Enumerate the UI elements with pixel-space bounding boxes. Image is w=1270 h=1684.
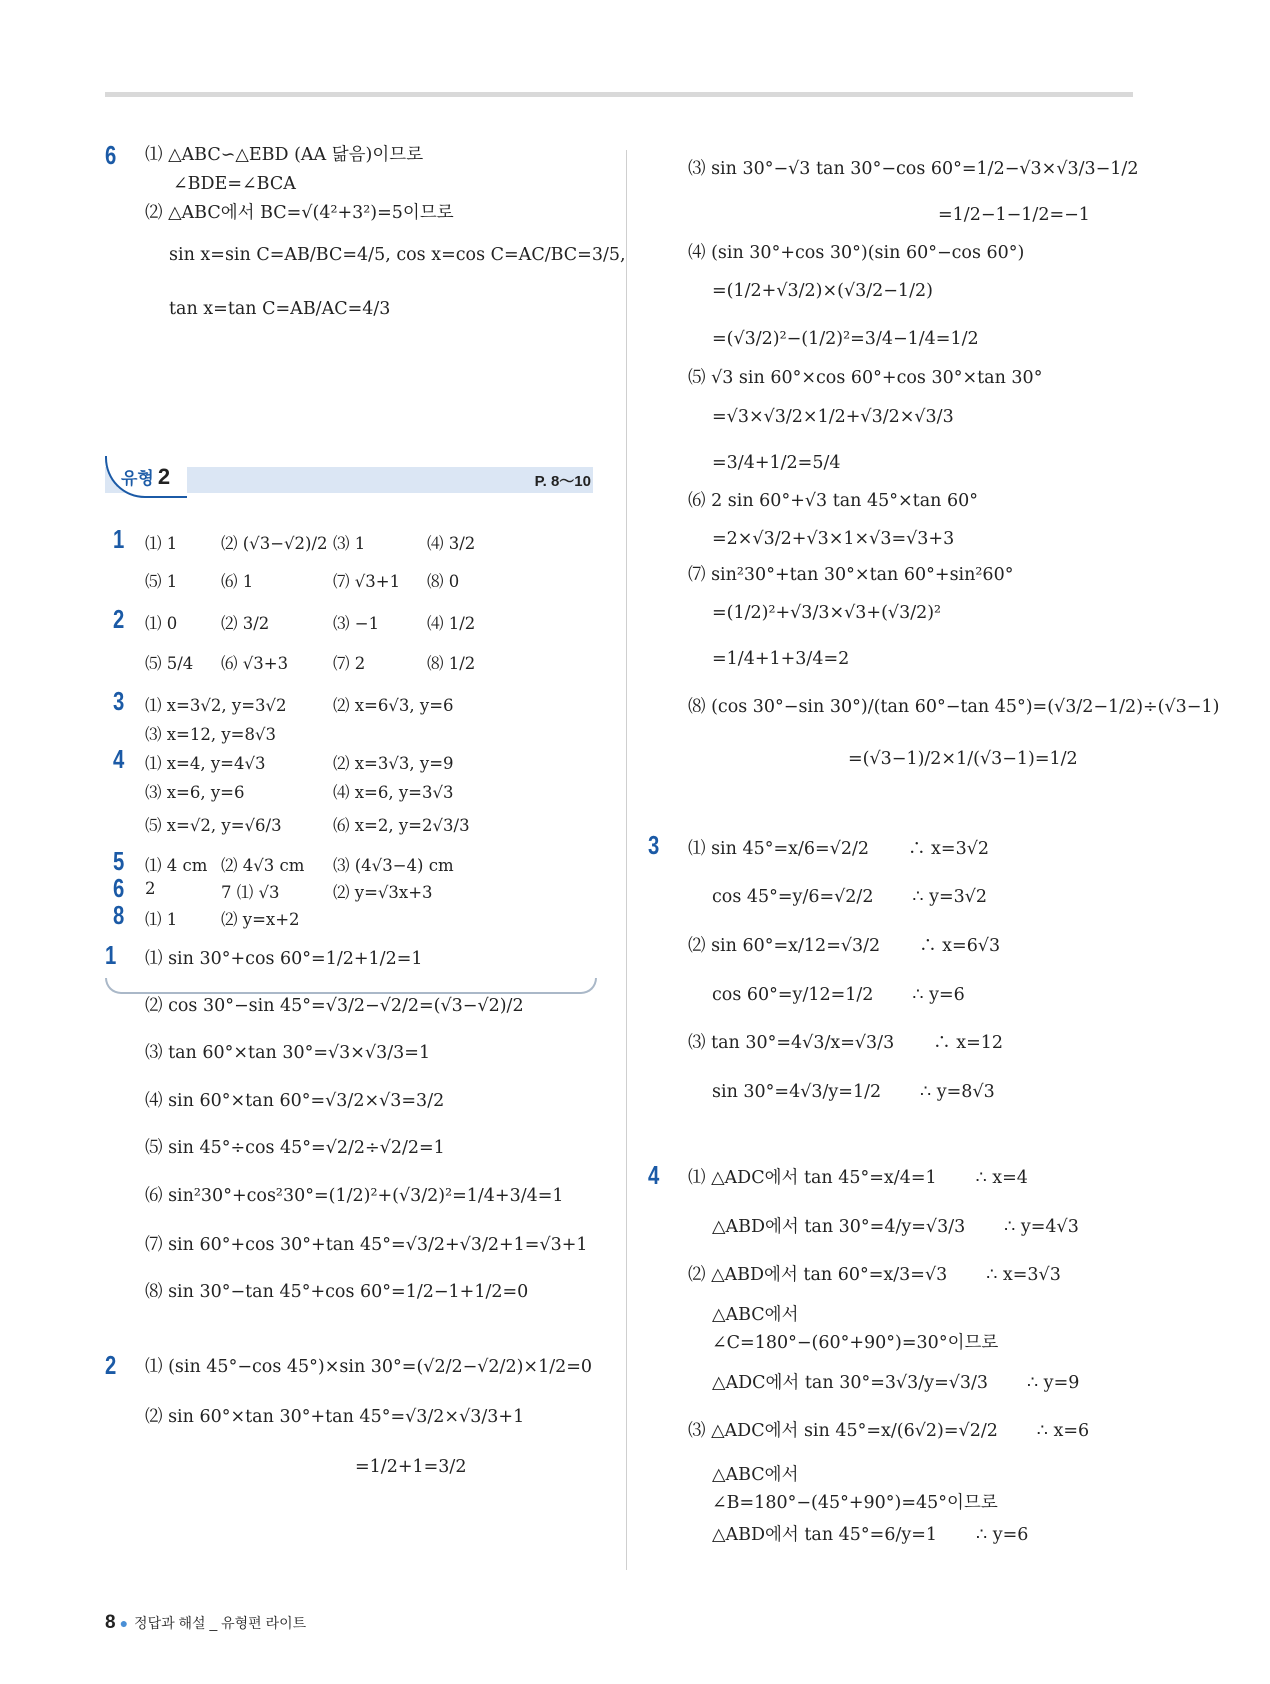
solution-line: △ABC에서 bbox=[712, 1465, 799, 1485]
solution-line: ⑴ (sin 45°−cos 45°)×sin 30°=(√2/2−√2/2)×1/2=0 bbox=[145, 1357, 593, 1377]
solution-line: ⑺ sin²30°+tan 30°×tan 60°+sin²60° bbox=[688, 565, 1014, 585]
solution-line: ⑵ sin 60°×tan 30°+tan 45°=√3/2×√3/3+1 bbox=[145, 1407, 525, 1427]
problem-number: 2 bbox=[105, 1350, 117, 1380]
answer-cell: ⑹ 1 bbox=[221, 572, 254, 591]
answer-cell: ⑸ x=√2, y=√6/3 bbox=[145, 816, 282, 835]
solution-line: △ADC에서 tan 30°=3√3/y=√3/3 ∴ y=9 bbox=[712, 1373, 1080, 1393]
solution-line: ⑻ sin 30°−tan 45°+cos 60°=1/2−1+1/2=0 bbox=[145, 1282, 529, 1302]
solution-line: =(√3−1)/2×1/(√3−1)=1/2 bbox=[848, 749, 1078, 769]
page-reference: P. 8〜10 bbox=[534, 473, 591, 490]
answer-cell: ⑻ 1/2 bbox=[427, 654, 476, 673]
answer-number: 5 bbox=[113, 846, 125, 876]
answer-cell: ⑵ y=x+2 bbox=[221, 910, 300, 929]
answer-cell: ⑵ 4√3 cm bbox=[221, 856, 305, 875]
solution-line: cos 60°=y/12=1/2 ∴ y=6 bbox=[712, 985, 965, 1005]
solution-line: sin x=sin C=AB/BC=4/5, cos x=cos C=AC/BC=3/5, bbox=[169, 245, 626, 265]
page-number: 8 bbox=[105, 1612, 116, 1633]
solution-line: ⑺ sin 60°+cos 30°+tan 45°=√3/2+√3/2+1=√3+1 bbox=[145, 1235, 588, 1255]
answer-box-bottom bbox=[105, 978, 597, 994]
type-label: 유형 2 bbox=[121, 464, 171, 489]
answer-number: 8 bbox=[113, 900, 125, 930]
solution-line: tan x=tan C=AB/AC=4/3 bbox=[169, 299, 391, 319]
solution-line: =3/4+1/2=5/4 bbox=[712, 453, 841, 473]
answer-cell: ⑵ x=6√3, y=6 bbox=[333, 696, 454, 715]
answer-cell: ⑴ x=4, y=4√3 bbox=[145, 754, 266, 773]
solution-line: ∠C=180°−(60°+90°)=30°이므로 bbox=[712, 1333, 999, 1353]
solution-line: =(1/2+√3/2)×(√3/2−1/2) bbox=[712, 281, 933, 301]
answer-cell: ⑷ 3/2 bbox=[427, 534, 476, 553]
solution-line: ⑵ cos 30°−sin 45°=√3/2−√2/2=(√3−√2)/2 bbox=[145, 996, 524, 1016]
answer-cell: ⑵ (√3−√2)/2 bbox=[221, 534, 328, 553]
answer-number: 3 bbox=[113, 686, 125, 716]
answer-cell: ⑶ 1 bbox=[333, 534, 366, 553]
answer-cell: ⑺ √3+1 bbox=[333, 572, 401, 591]
solution-line: ⑴ △ADC에서 tan 45°=x/4=1 ∴ x=4 bbox=[688, 1168, 1028, 1188]
solution-line: ⑵ △ABD에서 tan 60°=x/3=√3 ∴ x=3√3 bbox=[688, 1265, 1061, 1285]
solution-line: =1/2−1−1/2=−1 bbox=[938, 205, 1090, 225]
solution-line: =(1/2)²+√3/3×√3+(√3/2)² bbox=[712, 603, 942, 623]
answer-cell: ⑶ (4√3−4) cm bbox=[333, 856, 454, 875]
answer-number: 1 bbox=[113, 524, 125, 554]
page-footer bbox=[105, 1612, 306, 1634]
solution-line: ⑶ △ADC에서 sin 45°=x/(6√2)=√2/2 ∴ x=6 bbox=[688, 1421, 1090, 1441]
solution-line: sin 30°=4√3/y=1/2 ∴ y=8√3 bbox=[712, 1082, 995, 1102]
solution-line: cos 45°=y/6=√2/2 ∴ y=3√2 bbox=[712, 887, 988, 907]
answer-cell: 2 bbox=[145, 879, 156, 898]
answer-cell: ⑵ 3/2 bbox=[221, 614, 270, 633]
solution-line: △ABD에서 tan 30°=4/y=√3/3 ∴ y=4√3 bbox=[712, 1217, 1079, 1237]
answer-number: 4 bbox=[113, 744, 125, 774]
solution-line: ⑵ sin 60°=x/12=√3/2 ∴ x=6√3 bbox=[688, 936, 1001, 956]
answer-cell: ⑹ √3+3 bbox=[221, 654, 289, 673]
solution-line: △ABC에서 bbox=[712, 1305, 799, 1325]
solution-line: ⑶ tan 30°=4√3/x=√3/3 ∴ x=12 bbox=[688, 1033, 1004, 1053]
solution-line: =1/4+1+3/4=2 bbox=[712, 649, 850, 669]
answer-cell: ⑹ x=2, y=2√3/3 bbox=[333, 816, 470, 835]
answer-cell: ⑵ y=√3x+3 bbox=[333, 883, 433, 902]
answer-number: 6 bbox=[113, 873, 125, 903]
problem-number: 1 bbox=[105, 940, 117, 970]
solution-line: ⑹ 2 sin 60°+√3 tan 45°×tan 60° bbox=[688, 491, 978, 511]
answer-cell: ⑸ 5/4 bbox=[145, 654, 194, 673]
solution-line: =2×√3/2+√3×1×√3=√3+3 bbox=[712, 529, 955, 549]
problem-number: 3 bbox=[648, 830, 660, 860]
solution-line: △ABD에서 tan 45°=6/y=1 ∴ y=6 bbox=[712, 1525, 1029, 1545]
solution-line: ⑸ sin 45°÷cos 45°=√2/2÷√2/2=1 bbox=[145, 1138, 445, 1158]
solution-line: =(√3/2)²−(1/2)²=3/4−1/4=1/2 bbox=[712, 329, 979, 349]
solution-line: ⑴ △ABC∽△EBD (AA 닮음)이므로 bbox=[145, 145, 424, 165]
answer-cell: ⑶ x=6, y=6 bbox=[145, 783, 245, 802]
solution-line: =√3×√3/2×1/2+√3/2×√3/3 bbox=[712, 407, 954, 427]
footer-text: 정답과 해설 _ 유형편 라이트 bbox=[134, 1615, 307, 1631]
answer-cell: ⑸ 1 bbox=[145, 572, 178, 591]
footer-dot-icon: ● bbox=[119, 1615, 129, 1631]
solution-line: ∠B=180°−(45°+90°)=45°이므로 bbox=[712, 1493, 998, 1513]
solution-line: ⑷ sin 60°×tan 60°=√3/2×√3=3/2 bbox=[145, 1091, 445, 1111]
column-divider bbox=[626, 150, 627, 1570]
solution-line: ⑶ tan 60°×tan 30°=√3×√3/3=1 bbox=[145, 1043, 431, 1063]
top-rule bbox=[105, 92, 1133, 97]
answer-cell: ⑴ 4 cm bbox=[145, 856, 208, 875]
answer-cell: ⑷ 1/2 bbox=[427, 614, 476, 633]
solution-line: ∠BDE=∠BCA bbox=[173, 174, 296, 194]
right-column bbox=[648, 140, 1220, 1580]
solution-line: ⑴ sin 30°+cos 60°=1/2+1/2=1 bbox=[145, 949, 423, 969]
answer-cell: ⑵ x=3√3, y=9 bbox=[333, 754, 454, 773]
answer-cell: ⑴ 1 bbox=[145, 910, 178, 929]
answer-cell: ⑴ 1 bbox=[145, 534, 178, 553]
solution-line: ⑷ (sin 30°+cos 30°)(sin 60°−cos 60°) bbox=[688, 243, 1025, 263]
solution-line: ⑹ sin²30°+cos²30°=(1/2)²+(√3/2)²=1/4+3/4=1 bbox=[145, 1186, 564, 1206]
solution-line: ⑸ √3 sin 60°×cos 60°+cos 30°×tan 30° bbox=[688, 368, 1043, 388]
answer-cell: ⑷ x=6, y=3√3 bbox=[333, 783, 454, 802]
answer-cell: ⑶ −1 bbox=[333, 614, 380, 633]
answer-cell: 7 ⑴ √3 bbox=[221, 883, 280, 902]
problem-number: 4 bbox=[648, 1160, 660, 1190]
answer-cell: ⑶ x=12, y=8√3 bbox=[145, 725, 277, 744]
answer-number: 2 bbox=[113, 604, 125, 634]
solution-line: ⑻ (cos 30°−sin 30°)/(tan 60°−tan 45°)=(√3/2−1/2)÷(√3−1) bbox=[688, 697, 1220, 717]
solution-line: ⑴ sin 45°=x/6=√2/2 ∴ x=3√2 bbox=[688, 839, 989, 859]
problem-number: 6 bbox=[105, 140, 117, 170]
solution-line: =1/2+1=3/2 bbox=[355, 1457, 467, 1477]
solution-line: ⑶ sin 30°−√3 tan 30°−cos 60°=1/2−√3×√3/3−1/2 bbox=[688, 159, 1139, 179]
answer-cell: ⑴ 0 bbox=[145, 614, 178, 633]
answer-cell: ⑺ 2 bbox=[333, 654, 366, 673]
answer-cell: ⑴ x=3√2, y=3√2 bbox=[145, 696, 287, 715]
solution-line: ⑵ △ABC에서 BC=√(4²+3²)=5이므로 bbox=[145, 203, 454, 223]
left-column bbox=[105, 140, 626, 1580]
answer-cell: ⑻ 0 bbox=[427, 572, 460, 591]
